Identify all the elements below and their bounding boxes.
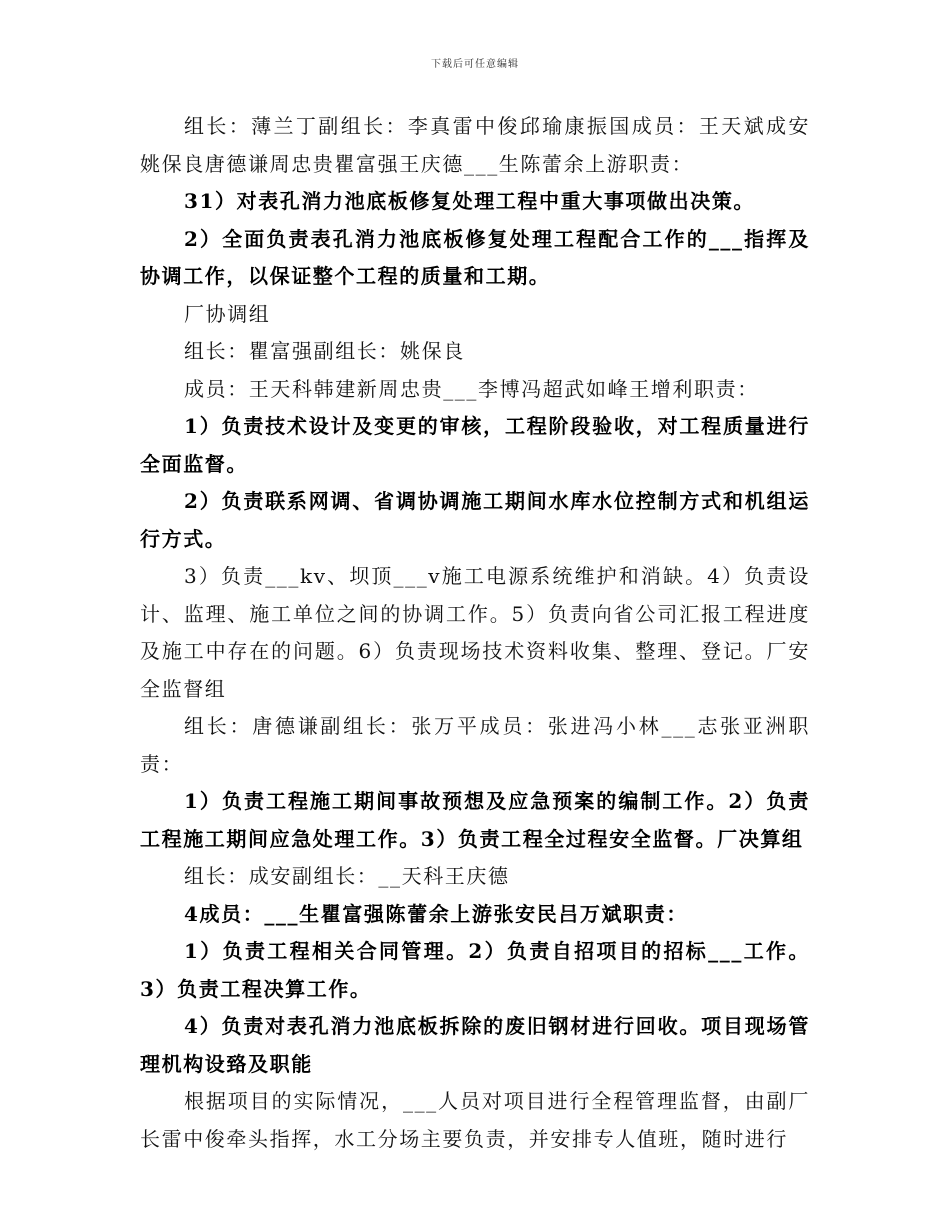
paragraph-duty-1: 31）对表孔消力池底板修复处理工程中重大事项做出决策。 [184, 189, 756, 213]
paragraph-coordination-duty-2: 2）负责联系网调、省调协调施工期间水库水位控制方式和机组运行方式。 [140, 489, 810, 551]
document-body [140, 108, 810, 1158]
paragraph-safety-duties: 1）负责工程施工期间事故预想及应急预案的编制工作。2）负责工程施工期间应急处理工作。3）负责工程全过程安全监督。厂决算组 [140, 789, 810, 851]
paragraph-safety-leaders: 组长：唐德谦副组长：张万平成员：张进冯小林___志张亚洲职责： [140, 714, 810, 776]
paragraph-settlement-duty-4: 4）负责对表孔消力池底板拆除的废旧钢材进行回收。项目现场管理机构设臵及职能 [140, 1014, 810, 1076]
paragraph-site-management: 根据项目的实际情况，___人员对项目进行全程管理监督，由副厂长雷中俊牵头指挥，水工分场主要负责，并安排专人值班，随时进行 [140, 1089, 810, 1151]
paragraph-coordination-leaders: 组长：瞿富强副组长：姚保良 [184, 339, 465, 363]
paragraph-settlement-duties: 1）负责工程相关合同管理。2）负责自招项目的招标___工作。3）负责工程决算工作。 [140, 939, 810, 1001]
paragraph-settlement-members: 4成员：___生瞿富强陈蕾余上游张安民吕万斌职责： [184, 901, 688, 926]
paragraph-leaders: 组长：薄兰丁副组长：李真雷中俊邱瑜康振国成员：王天斌成安姚保良唐德谦周忠贵瞿富强王庆德___生陈蕾余上游职责： [140, 114, 810, 176]
paragraph-coordination-duty-3: 3）负责___kv、坝顶___v施工电源系统维护和消缺。4）负责设计、监理、施工单位之间的协调工作。5）负责向省公司汇报工程进度及施工中存在的问题。6）负责现场技术资料收集、整理、登记。厂安全监督组 [140, 564, 810, 701]
paragraph-duty-2: 2）全面负责表孔消力池底板修复处理工程配合工作的___指挥及协调工作，以保证整个工程的质量和工期。 [140, 226, 810, 288]
heading-coordination-group: 厂协调组 [184, 301, 271, 326]
paragraph-coordination-duty-1: 1）负责技术设计及变更的审核，工程阶段验收，对工程质量进行全面监督。 [140, 414, 810, 476]
paragraph-settlement-leaders: 组长：成安副组长：__天科王庆德 [184, 864, 510, 888]
paragraph-coordination-members: 成员：王天科韩建新周忠贵___李博冯超武如峰王增利职责： [184, 376, 759, 401]
page-header: 下载后可任意编辑 [431, 59, 519, 70]
